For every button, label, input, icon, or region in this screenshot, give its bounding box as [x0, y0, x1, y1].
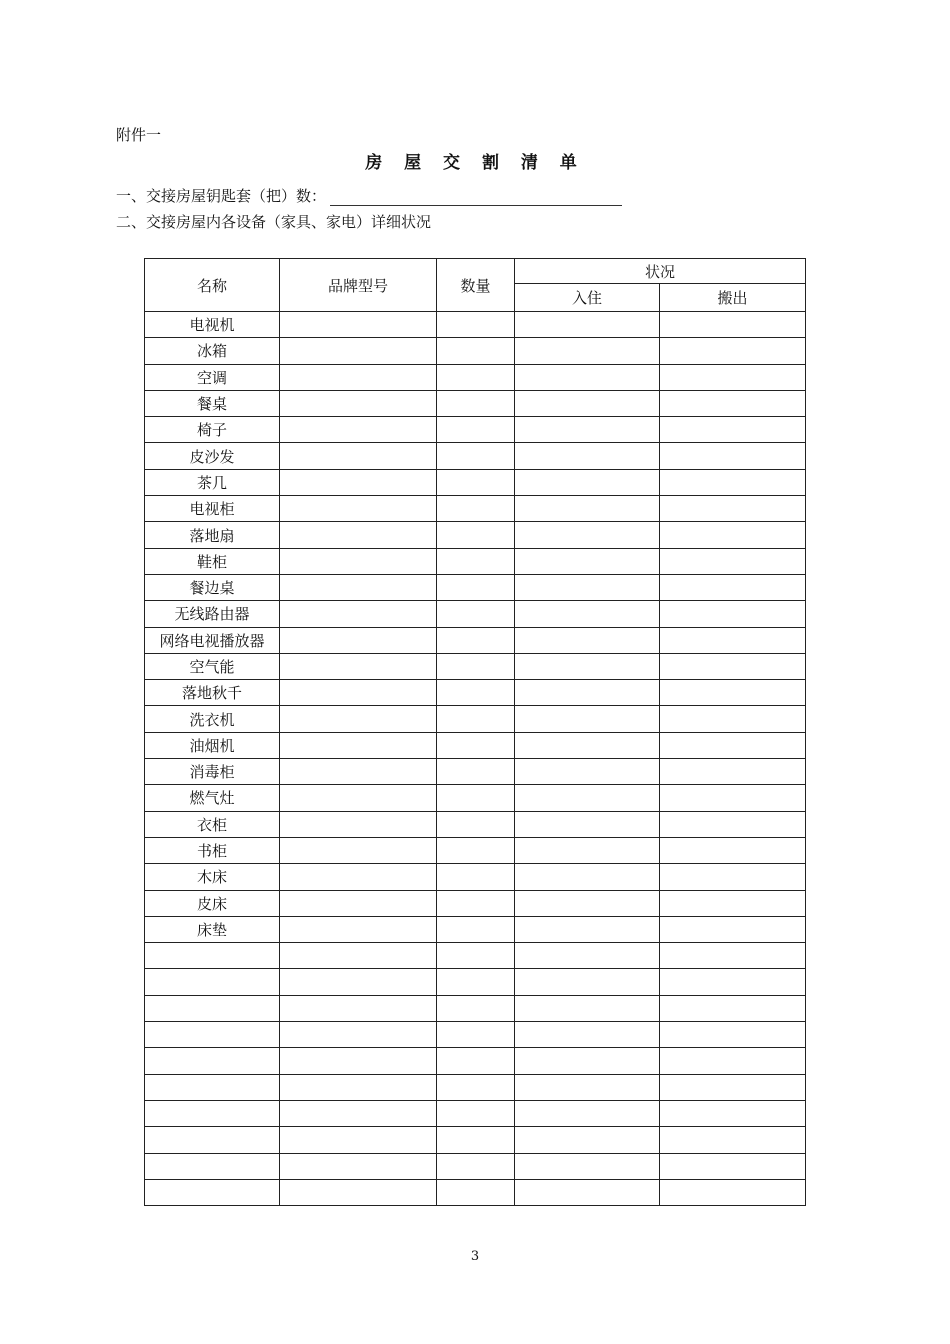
quantity-cell: [437, 1048, 515, 1074]
table-row: [145, 627, 806, 653]
brand-model-cell: [280, 864, 437, 890]
move-in-cell: [515, 1048, 660, 1074]
move-in-cell: [515, 522, 660, 548]
move-out-cell: [660, 995, 806, 1021]
quantity-cell: [437, 995, 515, 1021]
item-name-cell: 落地秋千: [145, 680, 280, 706]
item-name-cell: 鞋柜: [145, 548, 280, 574]
quantity-cell: [437, 312, 515, 338]
brand-model-cell: [280, 1179, 437, 1205]
table-row: [145, 1179, 806, 1205]
move-out-cell: [660, 1022, 806, 1048]
brand-model-cell: [280, 1153, 437, 1179]
item-name-cell: 餐桌: [145, 390, 280, 416]
move-out-cell: [660, 916, 806, 942]
table-row: [145, 837, 806, 863]
page-number: 3: [470, 1249, 480, 1264]
move-in-cell: [515, 1100, 660, 1126]
move-out-cell: [660, 364, 806, 390]
move-out-cell: [660, 390, 806, 416]
item-name-cell: 油烟机: [145, 732, 280, 758]
table-row: [145, 338, 806, 364]
brand-model-cell: [280, 759, 437, 785]
quantity-cell: [437, 1127, 515, 1153]
brand-model-cell: [280, 574, 437, 600]
table-row: [145, 574, 806, 600]
move-in-cell: [515, 759, 660, 785]
table-row: [145, 969, 806, 995]
table-row: [145, 390, 806, 416]
item-name-cell: 洗衣机: [145, 706, 280, 732]
move-in-cell: [515, 627, 660, 653]
quantity-cell: [437, 443, 515, 469]
move-out-cell: [660, 943, 806, 969]
item-name-cell: [145, 1179, 280, 1205]
table-row: [145, 469, 806, 495]
move-in-cell: [515, 864, 660, 890]
item-name-cell: 茶几: [145, 469, 280, 495]
table-row: [145, 1048, 806, 1074]
table-row: [145, 995, 806, 1021]
table-row: [145, 759, 806, 785]
quantity-cell: [437, 627, 515, 653]
table-row: [145, 443, 806, 469]
move-out-cell: [660, 969, 806, 995]
brand-model-cell: [280, 1048, 437, 1074]
brand-model-cell: [280, 706, 437, 732]
quantity-cell: [437, 1179, 515, 1205]
move-out-cell: [660, 1074, 806, 1100]
brand-model-cell: [280, 1074, 437, 1100]
item-name-cell: 床垫: [145, 916, 280, 942]
move-out-cell: [660, 417, 806, 443]
item-name-cell: 消毒柜: [145, 759, 280, 785]
brand-model-cell: [280, 1100, 437, 1126]
brand-model-cell: [280, 680, 437, 706]
brand-model-cell: [280, 364, 437, 390]
brand-model-cell: [280, 522, 437, 548]
document-title: 房 屋 交 割 清 单: [365, 153, 585, 173]
table-row: [145, 1074, 806, 1100]
table-row: [145, 1153, 806, 1179]
move-out-cell: [660, 548, 806, 574]
brand-model-cell: [280, 916, 437, 942]
quantity-cell: [437, 338, 515, 364]
move-out-cell: [660, 811, 806, 837]
move-out-cell: [660, 1179, 806, 1205]
header-quantity: 数量: [437, 259, 515, 312]
brand-model-cell: [280, 548, 437, 574]
brand-model-cell: [280, 1127, 437, 1153]
item-name-cell: 电视机: [145, 312, 280, 338]
item-name-cell: 落地扇: [145, 522, 280, 548]
move-out-cell: [660, 785, 806, 811]
move-out-cell: [660, 837, 806, 863]
table-row: [145, 864, 806, 890]
item-name-cell: 皮沙发: [145, 443, 280, 469]
table-row: [145, 680, 806, 706]
move-in-cell: [515, 443, 660, 469]
item-name-cell: 冰箱: [145, 338, 280, 364]
table-row: [145, 312, 806, 338]
move-in-cell: [515, 390, 660, 416]
move-in-cell: [515, 364, 660, 390]
table-row: [145, 653, 806, 679]
move-out-cell: [660, 890, 806, 916]
quantity-cell: [437, 680, 515, 706]
brand-model-cell: [280, 969, 437, 995]
item-name-cell: 皮床: [145, 890, 280, 916]
table-row: [145, 496, 806, 522]
move-in-cell: [515, 680, 660, 706]
move-in-cell: [515, 1179, 660, 1205]
keys-count-label: 一、交接房屋钥匙套（把）数：: [116, 187, 327, 205]
inventory-table: [144, 258, 806, 1206]
table-row: [145, 785, 806, 811]
move-out-cell: [660, 864, 806, 890]
item-name-cell: [145, 1022, 280, 1048]
keys-count-line: [116, 185, 622, 206]
brand-model-cell: [280, 785, 437, 811]
quantity-cell: [437, 811, 515, 837]
brand-model-cell: [280, 627, 437, 653]
move-in-cell: [515, 417, 660, 443]
table-row: [145, 417, 806, 443]
brand-model-cell: [280, 601, 437, 627]
move-out-cell: [660, 706, 806, 732]
move-out-cell: [660, 469, 806, 495]
brand-model-cell: [280, 653, 437, 679]
brand-model-cell: [280, 943, 437, 969]
table-row: [145, 943, 806, 969]
move-out-cell: [660, 338, 806, 364]
keys-count-blank: [330, 189, 622, 206]
item-name-cell: 无线路由器: [145, 601, 280, 627]
quantity-cell: [437, 916, 515, 942]
move-in-cell: [515, 469, 660, 495]
move-out-cell: [660, 653, 806, 679]
item-name-cell: [145, 969, 280, 995]
quantity-cell: [437, 574, 515, 600]
quantity-cell: [437, 943, 515, 969]
quantity-cell: [437, 1153, 515, 1179]
move-out-cell: [660, 627, 806, 653]
brand-model-cell: [280, 732, 437, 758]
item-name-cell: [145, 943, 280, 969]
move-in-cell: [515, 601, 660, 627]
table-row: [145, 1127, 806, 1153]
quantity-cell: [437, 785, 515, 811]
move-in-cell: [515, 837, 660, 863]
move-in-cell: [515, 706, 660, 732]
move-out-cell: [660, 312, 806, 338]
move-out-cell: [660, 522, 806, 548]
item-name-cell: 空气能: [145, 653, 280, 679]
quantity-cell: [437, 601, 515, 627]
move-out-cell: [660, 601, 806, 627]
item-name-cell: 空调: [145, 364, 280, 390]
quantity-cell: [437, 1074, 515, 1100]
move-out-cell: [660, 574, 806, 600]
item-name-cell: [145, 1127, 280, 1153]
move-in-cell: [515, 943, 660, 969]
move-in-cell: [515, 1022, 660, 1048]
table-row: [145, 522, 806, 548]
move-out-cell: [660, 1153, 806, 1179]
brand-model-cell: [280, 312, 437, 338]
item-name-cell: 餐边桌: [145, 574, 280, 600]
quantity-cell: [437, 864, 515, 890]
quantity-cell: [437, 890, 515, 916]
move-out-cell: [660, 759, 806, 785]
move-in-cell: [515, 785, 660, 811]
quantity-cell: [437, 548, 515, 574]
move-in-cell: [515, 995, 660, 1021]
quantity-cell: [437, 390, 515, 416]
move-out-cell: [660, 443, 806, 469]
quantity-cell: [437, 1022, 515, 1048]
item-name-cell: 网络电视播放器: [145, 627, 280, 653]
brand-model-cell: [280, 496, 437, 522]
header-name: 名称: [145, 259, 280, 312]
move-in-cell: [515, 496, 660, 522]
move-in-cell: [515, 338, 660, 364]
brand-model-cell: [280, 1022, 437, 1048]
item-name-cell: 木床: [145, 864, 280, 890]
move-out-cell: [660, 1048, 806, 1074]
header-condition: 状况: [515, 259, 806, 284]
header-brand-model: 品牌型号: [280, 259, 437, 312]
quantity-cell: [437, 469, 515, 495]
table-row: [145, 706, 806, 732]
move-in-cell: [515, 548, 660, 574]
item-name-cell: [145, 1048, 280, 1074]
move-in-cell: [515, 1153, 660, 1179]
move-in-cell: [515, 574, 660, 600]
quantity-cell: [437, 496, 515, 522]
header-move-out: 搬出: [660, 284, 806, 312]
brand-model-cell: [280, 890, 437, 916]
move-in-cell: [515, 811, 660, 837]
table-row: [145, 890, 806, 916]
move-out-cell: [660, 1127, 806, 1153]
move-in-cell: [515, 916, 660, 942]
move-in-cell: [515, 969, 660, 995]
quantity-cell: [437, 759, 515, 785]
item-name-cell: 电视柜: [145, 496, 280, 522]
brand-model-cell: [280, 995, 437, 1021]
quantity-cell: [437, 706, 515, 732]
item-name-cell: 衣柜: [145, 811, 280, 837]
move-out-cell: [660, 680, 806, 706]
move-in-cell: [515, 890, 660, 916]
brand-model-cell: [280, 390, 437, 416]
item-name-cell: [145, 995, 280, 1021]
move-in-cell: [515, 732, 660, 758]
brand-model-cell: [280, 338, 437, 364]
quantity-cell: [437, 522, 515, 548]
table-row: [145, 732, 806, 758]
equipment-line: 二、交接房屋内各设备（家具、家电）详细状况: [116, 213, 432, 231]
table-row: [145, 916, 806, 942]
table-row: [145, 811, 806, 837]
item-name-cell: [145, 1100, 280, 1126]
move-in-cell: [515, 1127, 660, 1153]
table-row: [145, 601, 806, 627]
quantity-cell: [437, 417, 515, 443]
quantity-cell: [437, 653, 515, 679]
table-row: [145, 364, 806, 390]
brand-model-cell: [280, 811, 437, 837]
item-name-cell: 书柜: [145, 837, 280, 863]
table-row: [145, 548, 806, 574]
item-name-cell: 燃气灶: [145, 785, 280, 811]
quantity-cell: [437, 364, 515, 390]
item-name-cell: [145, 1074, 280, 1100]
move-out-cell: [660, 496, 806, 522]
header-move-in: 入住: [515, 284, 660, 312]
brand-model-cell: [280, 837, 437, 863]
move-out-cell: [660, 732, 806, 758]
move-in-cell: [515, 312, 660, 338]
item-name-cell: [145, 1153, 280, 1179]
annex-label: 附件一: [116, 126, 162, 144]
quantity-cell: [437, 732, 515, 758]
item-name-cell: 椅子: [145, 417, 280, 443]
quantity-cell: [437, 1100, 515, 1126]
brand-model-cell: [280, 443, 437, 469]
table-row: [145, 1100, 806, 1126]
brand-model-cell: [280, 469, 437, 495]
quantity-cell: [437, 969, 515, 995]
move-in-cell: [515, 1074, 660, 1100]
quantity-cell: [437, 837, 515, 863]
table-row: [145, 1022, 806, 1048]
move-in-cell: [515, 653, 660, 679]
brand-model-cell: [280, 417, 437, 443]
move-out-cell: [660, 1100, 806, 1126]
